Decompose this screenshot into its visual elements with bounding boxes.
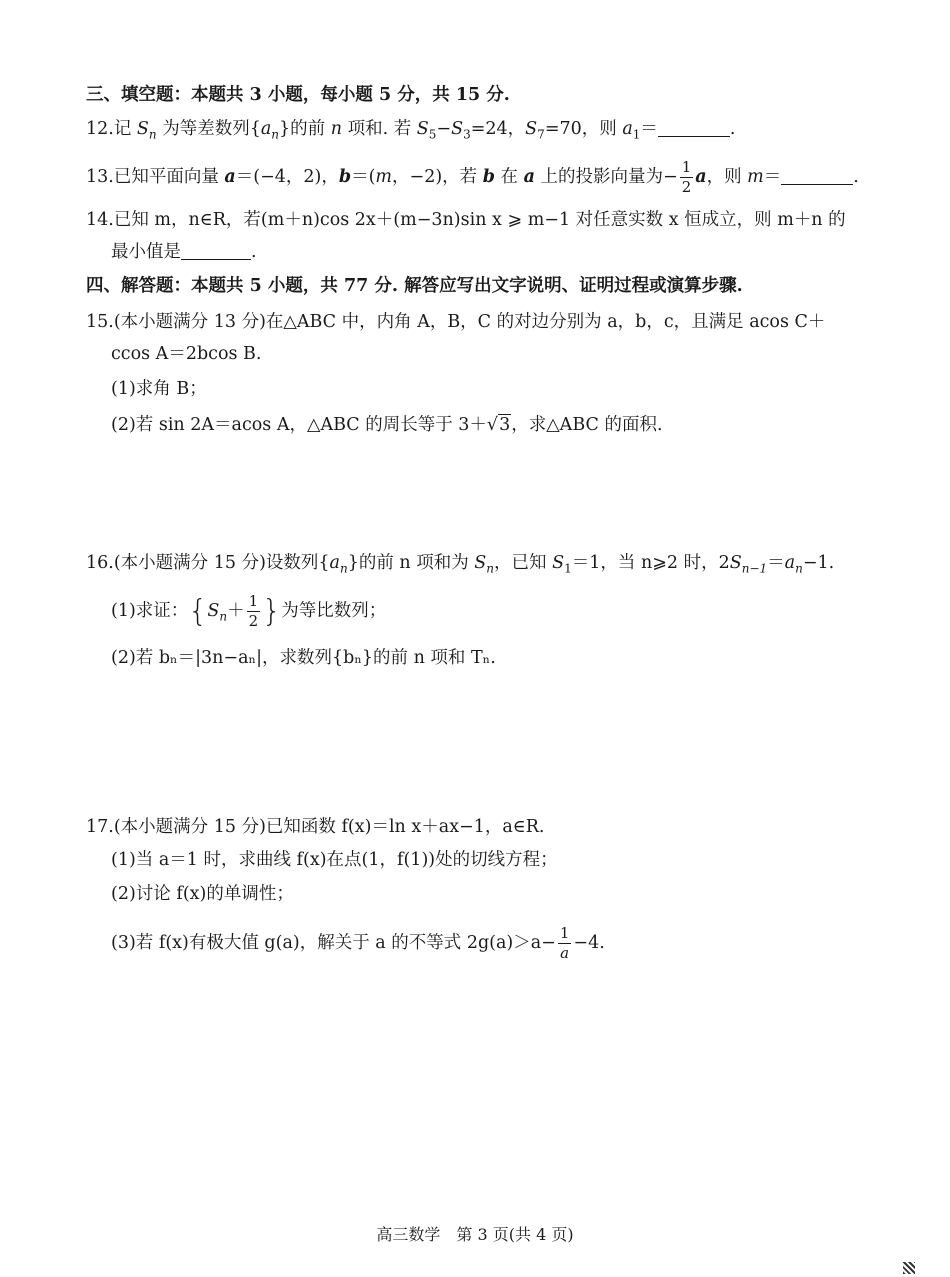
answer-blank — [181, 241, 251, 260]
answer-blank — [781, 166, 853, 185]
square-root: √3 — [486, 415, 511, 435]
question-14-line-1: 14.已知 m，n∈R，若(m＋n)cos 2x＋(m−3n)sin x ⩾ m−1 对任意实数 x 恒成立，则 m＋n 的 — [86, 210, 846, 230]
question-17-part-3: (3)若 f(x)有极大值 g(a)，解关于 a 的不等式 2g(a)＞a− $\frac{1}{a}$ −4. — [111, 924, 605, 962]
question-15-part-1: (1)求角 B； — [111, 379, 207, 399]
question-16-part-1: (1)求证：{$S_n+$ $\frac{1}{2}$ }为等比数列； — [111, 592, 387, 630]
question-13: 13.已知平面向量 a＝(−4，2)，b＝(m，−2)，若 b 在 a 上的投影向量为− $\frac{1}{2}$ a，则 m＝ . — [86, 158, 859, 196]
page-footer: 高三数学 第 3 页(共 4 页) — [376, 1225, 574, 1244]
fraction: $\frac{1}{2}$ — [681, 158, 692, 196]
question-17-line-1: 17.(本小题满分 15 分)已知函数 f(x)＝ln x＋ax−1，a∈R. — [86, 817, 545, 837]
fill-in-section-heading: 三、填空题：本题共 3 小题，每小题 5 分，共 15 分. — [86, 85, 510, 105]
question-17-part-2: (2)讨论 f(x)的单调性； — [111, 884, 294, 904]
question-14-line-2: 最小值是 . — [111, 242, 257, 262]
solve-section-heading: 四、解答题：本题共 5 小题，共 77 分. 解答应写出文字说明、证明过程或演算步骤. — [86, 276, 743, 296]
fraction: $\frac{1}{a}$ — [559, 924, 570, 962]
answer-blank — [658, 118, 730, 137]
qr-code-icon — [903, 1262, 915, 1274]
question-17-part-1: (1)当 a＝1 时，求曲线 f(x)在点(1，f(1))处的切线方程； — [111, 850, 558, 870]
question-16-line-1: 16.(本小题满分 15 分)设数列$\{a_n\}$的前 n 项和为 $S_n$，已知 $S_1=1$，当 n⩾2 时，$2S_{n-1}=a_n-1$. — [86, 553, 835, 576]
fraction: $\frac{1}{2}$ — [248, 592, 259, 630]
question-12: 12.记 $S_n$ 为等差数列$\{a_n\}$的前 n 项和. 若 $S_5-S_3=24$，$S_7=70$，则 $a_1=$ . — [86, 119, 736, 142]
question-15-part-2: (2)若 sin 2A＝acos A，△ABC 的周长等于 3＋√3，求△ABC 的面积. — [111, 415, 663, 435]
question-15-line-1: 15.(本小题满分 13 分)在△ABC 中，内角 A，B，C 的对边分别为 a，b，c，且满足 acos C＋ — [86, 312, 826, 332]
question-16-part-2: (2)若 bₙ＝|3n−aₙ|，求数列{bₙ}的前 n 项和 Tₙ. — [111, 648, 496, 668]
question-15-line-2: ccos A＝2bcos B. — [111, 344, 262, 364]
